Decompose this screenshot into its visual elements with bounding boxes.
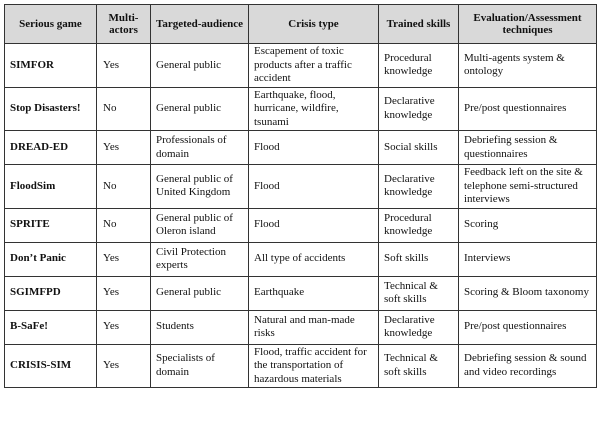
cell-evaluation: Pre/post questionnaires (459, 87, 597, 131)
table-header (5, 5, 597, 44)
cell-evaluation: Debriefing session & sound and video recordings (459, 344, 597, 388)
table-row (5, 131, 597, 165)
cell-crisis-type: Flood (249, 165, 379, 209)
cell-serious-game: FloodSim (5, 165, 97, 209)
cell-serious-game: Don’t Panic (5, 242, 97, 276)
cell-trained-skills: Procedural knowledge (379, 208, 459, 242)
cell-targeted-audience: General public (151, 87, 249, 131)
table-row (5, 87, 597, 131)
cell-evaluation: Scoring & Bloom taxonomy (459, 276, 597, 310)
cell-serious-game: SIMFOR (5, 44, 97, 88)
table-row (5, 208, 597, 242)
header-trained-skills: Trained skills (379, 5, 459, 44)
cell-evaluation: Pre/post questionnaires (459, 310, 597, 344)
header-crisis-type: Crisis type (249, 5, 379, 44)
header-serious-game: Serious game (5, 5, 97, 44)
cell-evaluation: Scoring (459, 208, 597, 242)
cell-evaluation: Multi-agents system & ontology (459, 44, 597, 88)
cell-crisis-type: Flood (249, 208, 379, 242)
cell-serious-game: CRISIS-SIM (5, 344, 97, 388)
cell-crisis-type: Flood (249, 131, 379, 165)
cell-targeted-audience: Specialists of domain (151, 344, 249, 388)
cell-multi-actors: No (97, 208, 151, 242)
cell-serious-game: SGIMFPD (5, 276, 97, 310)
cell-crisis-type: Flood, traffic accident for the transportation of hazardous materials (249, 344, 379, 388)
serious-games-table-wrapper (4, 4, 597, 388)
cell-targeted-audience: General public of United Kingdom (151, 165, 249, 209)
header-row (5, 5, 597, 44)
cell-multi-actors: No (97, 165, 151, 209)
cell-crisis-type: Earthquake, flood, hurricane, wildfire, tsunami (249, 87, 379, 131)
cell-evaluation: Feedback left on the site & telephone semi-structured interviews (459, 165, 597, 209)
cell-crisis-type: Earthquake (249, 276, 379, 310)
cell-multi-actors: Yes (97, 276, 151, 310)
cell-serious-game: Stop Disasters! (5, 87, 97, 131)
table-row (5, 44, 597, 88)
cell-targeted-audience: Students (151, 310, 249, 344)
cell-targeted-audience: General public (151, 44, 249, 88)
header-evaluation-techniques: Evaluation/Assessment techniques (459, 5, 597, 44)
cell-targeted-audience: Civil Protection experts (151, 242, 249, 276)
cell-trained-skills: Declarative knowledge (379, 310, 459, 344)
cell-multi-actors: Yes (97, 44, 151, 88)
table-row (5, 165, 597, 209)
cell-trained-skills: Declarative knowledge (379, 165, 459, 209)
table-row (5, 242, 597, 276)
cell-evaluation: Debriefing session & questionnaires (459, 131, 597, 165)
cell-serious-game: B-SaFe! (5, 310, 97, 344)
cell-trained-skills: Soft skills (379, 242, 459, 276)
cell-multi-actors: Yes (97, 344, 151, 388)
cell-trained-skills: Declarative knowledge (379, 87, 459, 131)
cell-targeted-audience: Professionals of domain (151, 131, 249, 165)
cell-targeted-audience: General public of Oleron island (151, 208, 249, 242)
cell-multi-actors: Yes (97, 310, 151, 344)
cell-multi-actors: Yes (97, 131, 151, 165)
cell-multi-actors: No (97, 87, 151, 131)
cell-trained-skills: Social skills (379, 131, 459, 165)
table-row (5, 310, 597, 344)
header-multi-actors: Multi-actors (97, 5, 151, 44)
cell-evaluation: Interviews (459, 242, 597, 276)
table-row (5, 276, 597, 310)
table-body (5, 44, 597, 388)
cell-trained-skills: Technical & soft skills (379, 276, 459, 310)
cell-multi-actors: Yes (97, 242, 151, 276)
cell-crisis-type: Escapement of toxic products after a traffic accident (249, 44, 379, 88)
header-targeted-audience: Targeted-audience (151, 5, 249, 44)
cell-crisis-type: Natural and man-made risks (249, 310, 379, 344)
cell-trained-skills: Procedural knowledge (379, 44, 459, 88)
serious-games-table (4, 4, 597, 388)
table-row (5, 344, 597, 388)
cell-crisis-type: All type of accidents (249, 242, 379, 276)
cell-trained-skills: Technical & soft skills (379, 344, 459, 388)
cell-serious-game: DREAD-ED (5, 131, 97, 165)
cell-serious-game: SPRITE (5, 208, 97, 242)
cell-targeted-audience: General public (151, 276, 249, 310)
